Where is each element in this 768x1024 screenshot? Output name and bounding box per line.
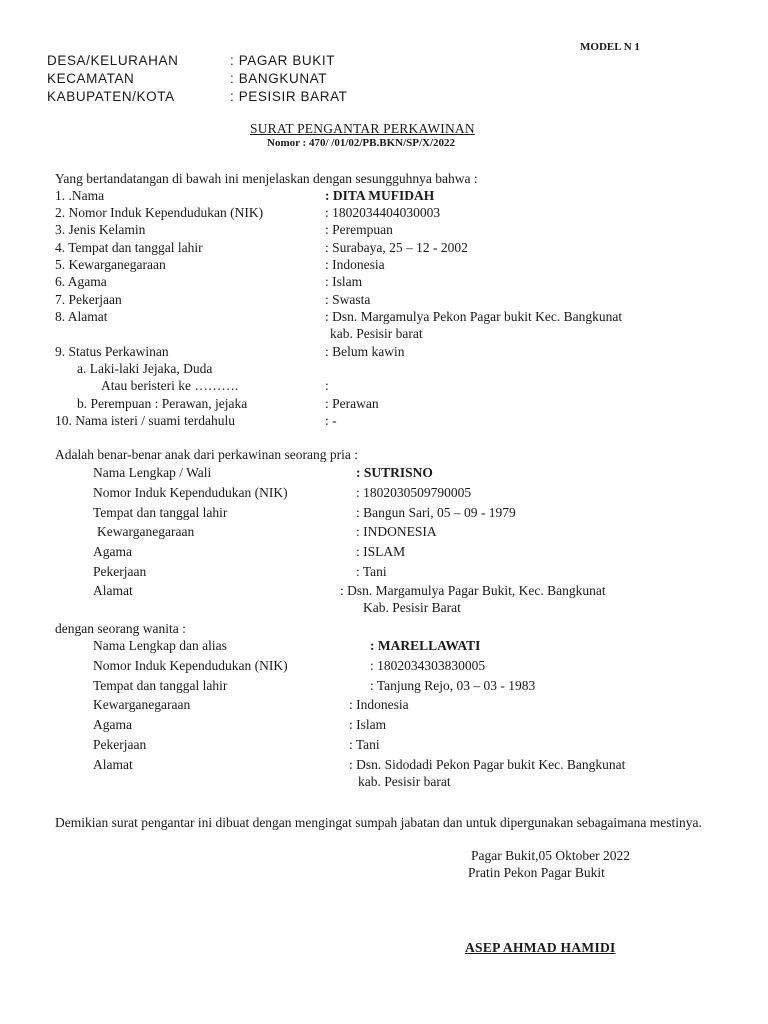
- desa-label: DESA/KELURAHAN: [47, 53, 179, 68]
- item-wn-label: 5. Kewarganegaraan: [55, 257, 166, 272]
- item-ttl-label: 4. Tempat dan tanggal lahir: [55, 240, 203, 255]
- item-nik-label: 2. Nomor Induk Kependudukan (NIK): [55, 205, 264, 220]
- father-alamat-value: : Dsn. Margamulya Pagar Bukit, Kec. Bangkunat: [340, 583, 606, 598]
- item-pek-label: 7. Pekerjaan: [55, 292, 122, 307]
- item-alamat-value: : Dsn. Margamulya Pekon Pagar bukit Kec. Bangkunat: [325, 309, 623, 324]
- mother-ttl-label: Tempat dan tanggal lahir: [93, 678, 228, 693]
- mother-intro: dengan seorang wanita :: [55, 621, 186, 636]
- father-alamat-label: Alamat: [93, 583, 133, 598]
- mother-alamat-value-2: kab. Pesisir barat: [358, 774, 451, 789]
- mother-nama-value: : MARELLAWATI: [370, 638, 481, 653]
- item-pek-value: : Swasta: [325, 292, 371, 307]
- mother-agama-label: Agama: [93, 717, 132, 732]
- item-status-b: b. Perempuan : Perawan, jejaka: [77, 396, 248, 411]
- desa-value: : PAGAR BUKIT: [230, 53, 336, 68]
- mother-alamat-value: : Dsn. Sidodadi Pekon Pagar bukit Kec. Bangkunat: [349, 757, 626, 772]
- father-nama-label: Nama Lengkap / Wali: [93, 465, 212, 480]
- mother-pek-value: : Tani: [349, 737, 380, 752]
- father-wn-label: Kewarganegaraan: [97, 524, 195, 539]
- mother-nik-value: : 1802034303830005: [370, 658, 486, 673]
- item-alamat-label: 8. Alamat: [55, 309, 108, 324]
- mother-wn-label: Kewarganegaraan: [93, 697, 191, 712]
- document-number: Nomor : 470/ /01/02/PB.BKN/SP/X/2022: [267, 137, 456, 149]
- model-label: MODEL N 1: [580, 41, 640, 53]
- item-status-a-value: :: [325, 378, 329, 393]
- document-title: SURAT PENGANTAR PERKAWINAN: [250, 121, 475, 136]
- item-status-label: 9. Status Perkawinan: [55, 344, 169, 359]
- item-agama-label: 6. Agama: [55, 274, 107, 289]
- item-status-a: a. Laki-laki Jejaka, Duda: [77, 361, 213, 376]
- place-date: Pagar Bukit,05 Oktober 2022: [471, 848, 630, 863]
- father-nama-value: : SUTRISNO: [356, 465, 433, 480]
- item-status-value: : Belum kawin: [325, 344, 405, 359]
- item-status-a-2: Atau beristeri ke ……….: [101, 378, 239, 393]
- father-ttl-value: : Bangun Sari, 05 – 09 - 1979: [356, 505, 516, 520]
- signatory-position: Pratin Pekon Pagar Bukit: [468, 865, 605, 880]
- kabupaten-value: : PESISIR BARAT: [230, 89, 348, 104]
- item-wn-value: : Indonesia: [325, 257, 385, 272]
- item-nama-value: : DITA MUFIDAH: [325, 188, 435, 203]
- item-jk-label: 3. Jenis Kelamin: [55, 222, 146, 237]
- item-isteri-label: 10. Nama isteri / suami terdahulu: [55, 413, 235, 428]
- mother-nik-label: Nomor Induk Kependudukan (NIK): [93, 658, 288, 673]
- father-alamat-value-2: Kab. Pesisir Barat: [363, 600, 461, 615]
- father-nik-value: : 1802030509790005: [356, 485, 472, 500]
- mother-alamat-label: Alamat: [93, 757, 133, 772]
- kabupaten-label: KABUPATEN/KOTA: [47, 89, 175, 104]
- item-nik-value: : 1802034404030003: [325, 205, 441, 220]
- kecamatan-value: : BANGKUNAT: [230, 71, 328, 86]
- item-status-b-value: : Perawan: [325, 396, 379, 411]
- kecamatan-label: KECAMATAN: [47, 71, 135, 86]
- mother-wn-value: : Indonesia: [349, 697, 409, 712]
- father-agama-label: Agama: [93, 544, 132, 559]
- mother-pek-label: Pekerjaan: [93, 737, 147, 752]
- father-ttl-label: Tempat dan tanggal lahir: [93, 505, 228, 520]
- father-pek-value: : Tani: [356, 564, 387, 579]
- mother-agama-value: : Islam: [349, 717, 387, 732]
- closing-paragraph: Demikian surat pengantar ini dibuat dengan mengingat sumpah jabatan dan untuk dipergunakan sebagaimana mestinya.: [55, 815, 702, 830]
- item-agama-value: : Islam: [325, 274, 363, 289]
- intro-text: Yang bertandatangan di bawah ini menjelaskan dengan sesungguhnya bahwa :: [55, 171, 478, 186]
- mother-nama-label: Nama Lengkap dan alias: [93, 638, 227, 653]
- father-pek-label: Pekerjaan: [93, 564, 147, 579]
- father-wn-value: : INDONESIA: [356, 524, 437, 539]
- signatory-name: ASEP AHMAD HAMIDI: [465, 940, 616, 955]
- father-intro: Adalah benar-benar anak dari perkawinan seorang pria :: [55, 447, 358, 462]
- item-ttl-value: : Surabaya, 25 – 12 - 2002: [325, 240, 468, 255]
- item-isteri-value: : -: [325, 413, 337, 428]
- mother-ttl-value: : Tanjung Rejo, 03 – 03 - 1983: [370, 678, 536, 693]
- item-nama-label: 1. .Nama: [55, 188, 105, 203]
- item-alamat-value-2: kab. Pesisir barat: [330, 326, 423, 341]
- item-jk-value: : Perempuan: [325, 222, 393, 237]
- father-agama-value: : ISLAM: [356, 544, 406, 559]
- father-nik-label: Nomor Induk Kependudukan (NIK): [93, 485, 288, 500]
